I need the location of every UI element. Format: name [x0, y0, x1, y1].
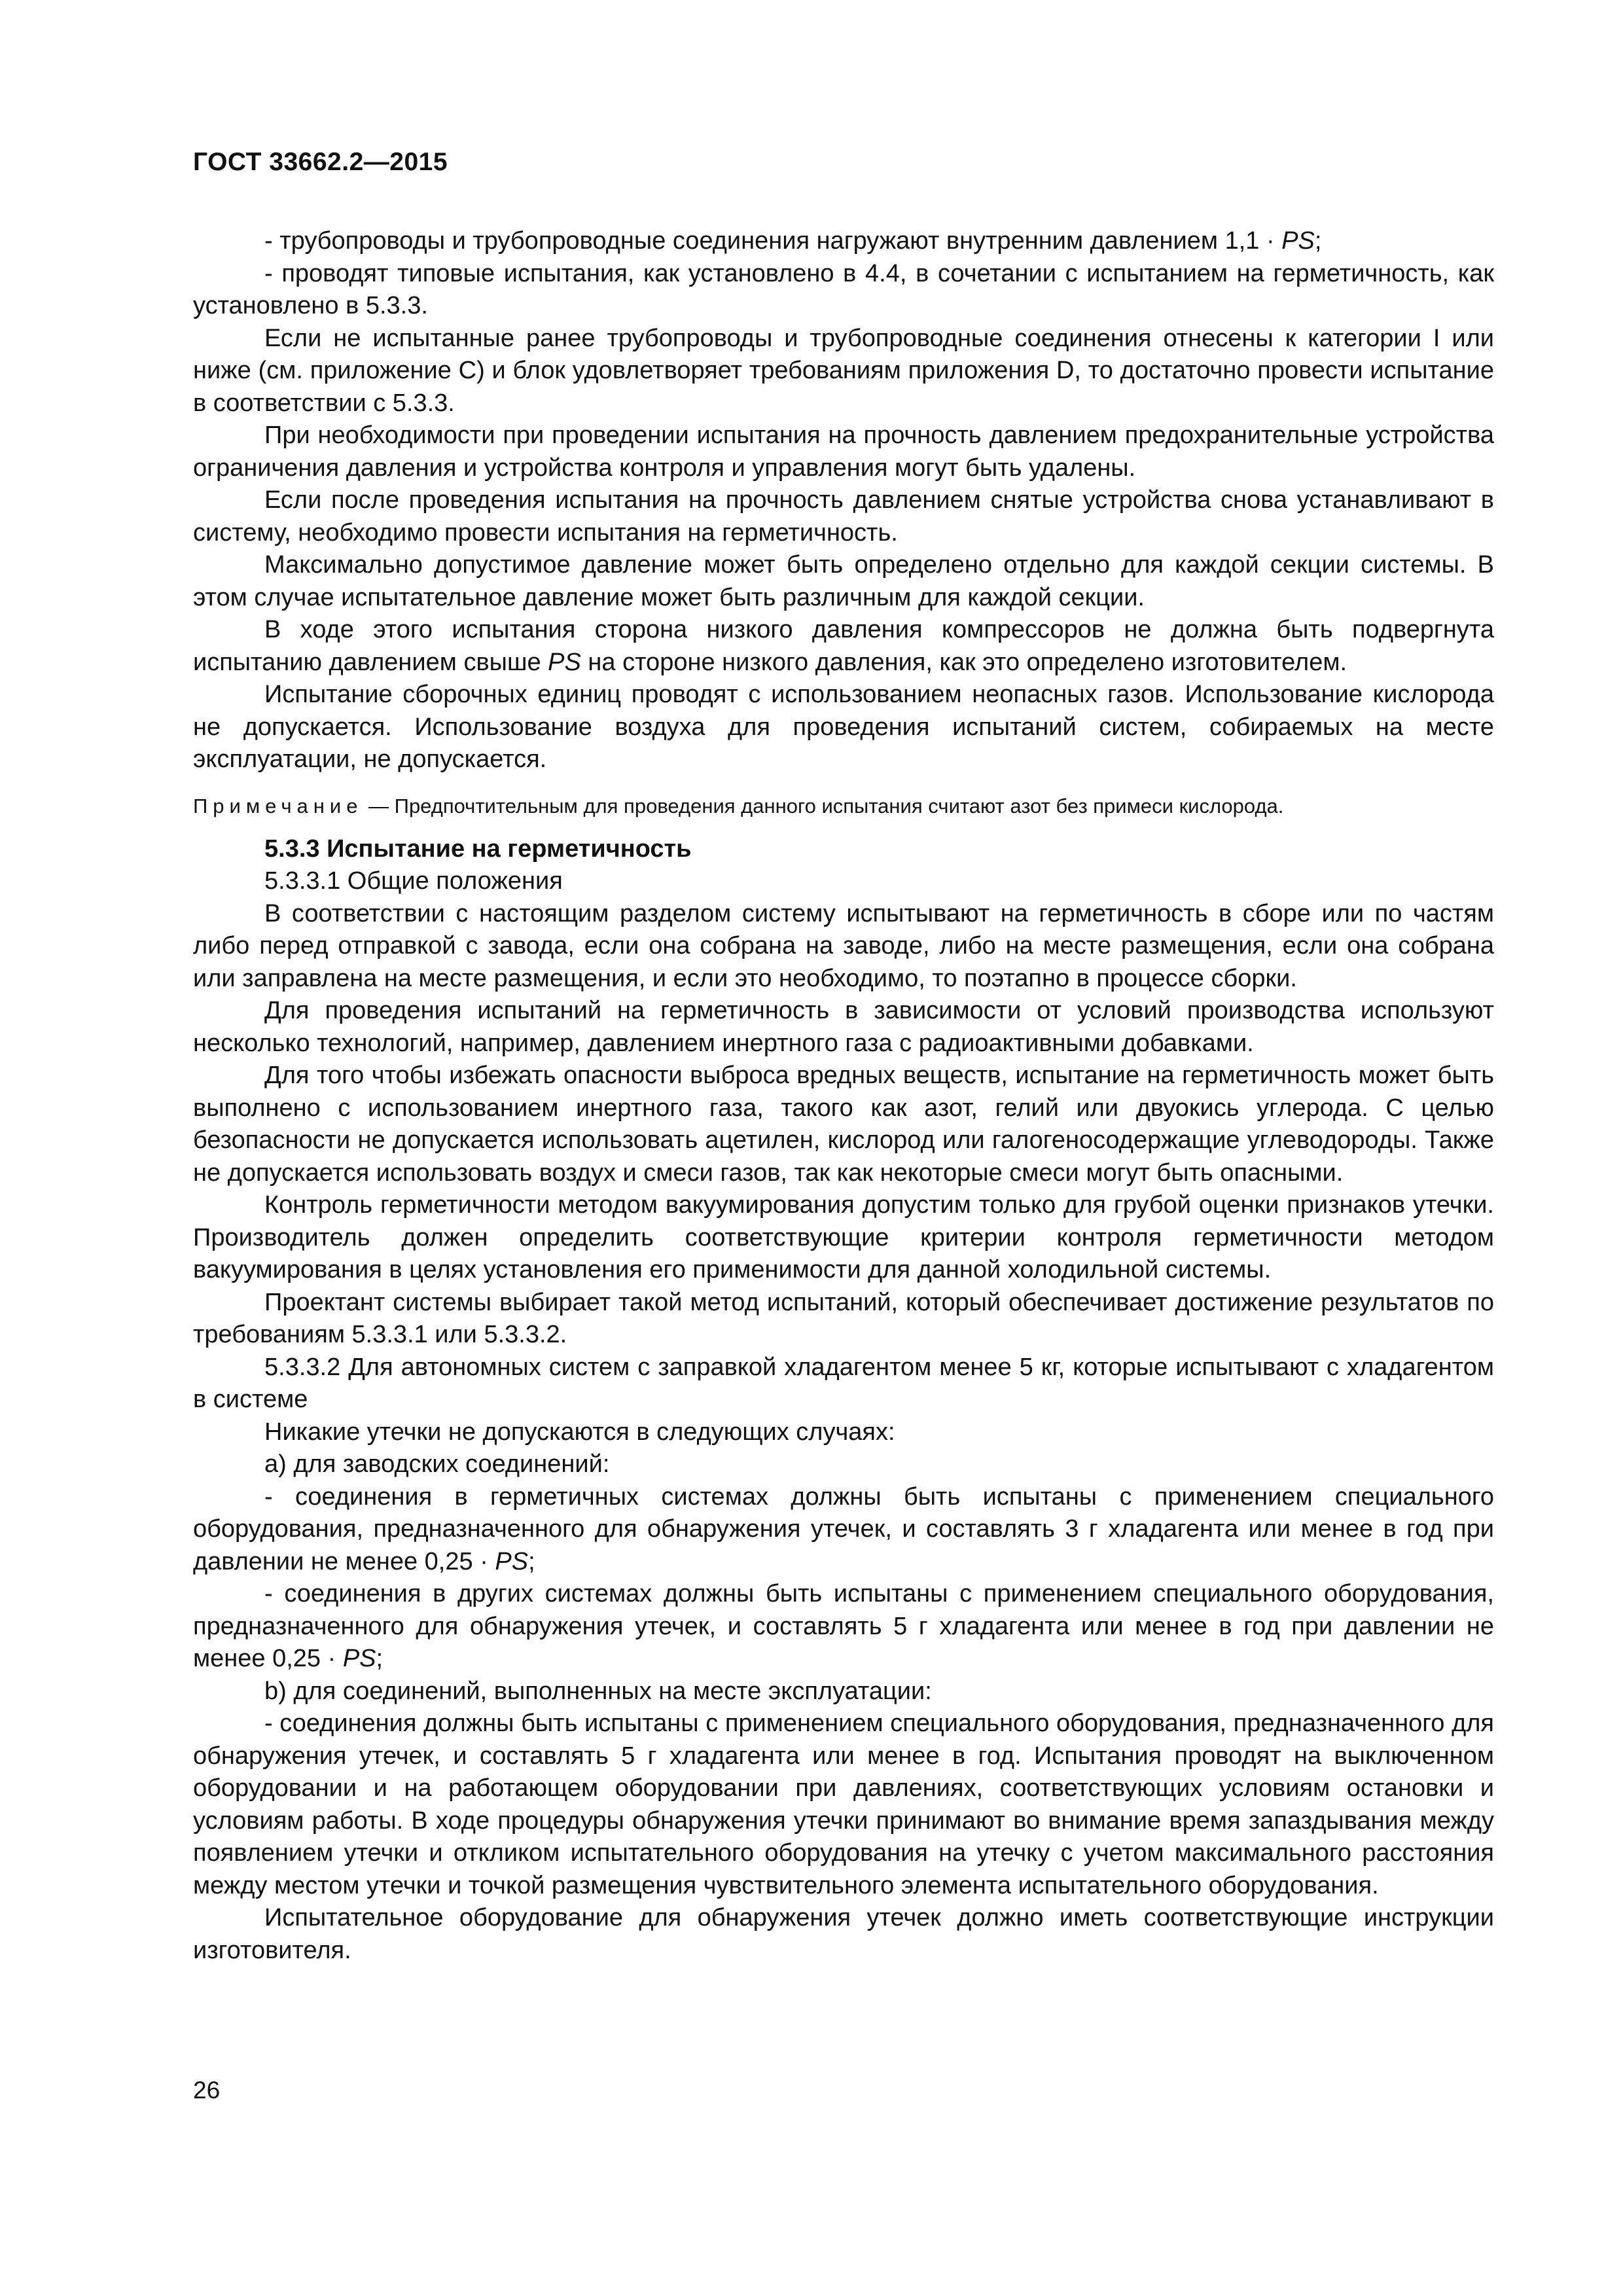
paragraph: Если после проведения испытания на прочность давлением снятые устройства снова устанавливают в систему, необходимо провести испытания на герметичность. — [193, 486, 1494, 547]
bullet-pipelines: - трубопроводы и трубопроводные соединения нагружают внутренним давлением 1,1 · PS; — [264, 227, 1322, 255]
paragraph: При необходимости при проведении испытания на прочность давлением предохранительные устройства ограничения давления и устройства контроля и управления могут быть удалены. — [193, 422, 1494, 482]
section-heading: 5.3.3 Испытание на герметичность — [264, 834, 692, 863]
paragraph: Испытательное оборудование для обнаружения утечек должно иметь соответствующие инструкции изготовителя. — [193, 1904, 1494, 1964]
paragraph: 5.3.3.2 Для автономных систем с заправкой хладагентом менее 5 кг, которые испытывают с хладагентом в системе — [193, 1353, 1494, 1413]
paragraph: Испытание сборочных единиц проводят с использованием неопасных газов. Использование кислорода не допускается. Использование воздуха для проведения испытаний систем, собираемых на месте эксплуатации, не допускается. — [193, 681, 1494, 773]
bullet-type-tests: - проводят типовые испытания, как установлено в 4.4, в сочетании с испытанием на герметичность, как установлено в 5.3.3. — [193, 259, 1494, 319]
paragraph: Контроль герметичности методом вакуумирования допустим только для грубой оценки признаков утечки. Производитель должен определить соответствующие критерии контроля герметичности методом вакуумирования в целях установления его применимости для данной холодильной системы. — [193, 1191, 1494, 1283]
paragraph: Максимально допустимое давление может быть определено отдельно для каждой секции системы. В этом случае испытательное давление может быть различным для каждой секции. — [193, 551, 1494, 611]
paragraph: Если не испытанные ранее трубопроводы и трубопроводные соединения отнесены к категории I или ниже (см. приложение С) и блок удовлетворяет требованиям приложения D, то достаточно провести испытание в соответствии с 5.3.3. — [193, 324, 1494, 417]
paragraph: В ходе этого испытания сторона низкого давления компрессоров не должна быть подвергнута испытанию давлением свыше PS на стороне низкого давления, как это определено изготовителем. — [193, 616, 1494, 676]
page-number: 26 — [193, 2077, 221, 2104]
subsection-title: 5.3.3.1 Общие положения — [264, 867, 563, 895]
document-code-header: ГОСТ 33662.2—2015 — [193, 148, 448, 176]
list-item-b: b) для соединений, выполненных на месте эксплуатации: — [264, 1677, 932, 1705]
paragraph: Никакие утечки не допускаются в следующих случаях: — [264, 1418, 895, 1446]
dash-item: - соединения в герметичных системах должны быть испытаны с применением специального оборудования, предназначенного для обнаружения утечек, и составлять 3 г хладагента или менее в год при давлении не менее 0,25 · PS; — [193, 1482, 1494, 1575]
dash-item: - соединения в других системах должны быть испытаны с применением специального оборудования, предназначенного для обнаружения утечек, и составлять 5 г хладагента или менее в год при давлении не менее 0,25 · PS; — [193, 1580, 1494, 1672]
paragraph: Для того чтобы избежать опасности выброса вредных веществ, испытание на герметичность может быть выполнено с использованием инертного газа, такого как азот, гелий или двуокись углерода. С целью безопасности не допускается использовать ацетилен, кислород или галогеносодержащие углеводороды. Также не допускается использовать воздух и смеси газов, так как некоторые смеси могут быть опасными. — [193, 1062, 1494, 1187]
paragraph: Для проведения испытаний на герметичность в зависимости от условий производства используют несколько технологий, например, давлением инертного газа с радиоактивными добавками. — [193, 997, 1494, 1057]
note-text: — Предпочтительным для проведения данного испытания считают азот без примеси кислорода. — [363, 794, 1284, 817]
paragraph: В соответствии с настоящим разделом систему испытывают на герметичность в сборе или по частям либо перед отправкой с завода, если она собрана на заводе, либо на месте размещения, если она собрана или заправлена на месте размещения, и если это необходимо, то поэтапно в процессе сборки. — [193, 899, 1494, 992]
page-content — [193, 225, 1494, 1967]
dash-item: - соединения должны быть испытаны с применением специального оборудования, предназначенного для обнаружения утечек, и составлять 5 г хладагента или менее в год. Испытания проводят на выключенном оборудовании и на работающем оборудовании при давлениях, соответствующих условиям остановки и условиям работы. В ходе процедуры обнаружения утечки принимают во внимание время запаздывания между появлением утечки и откликом испытательного оборудования на утечку с учетом максимального расстояния между местом утечки и точкой размещения чувствительного элемента испытательного оборудования. — [193, 1710, 1494, 1899]
paragraph: Проектант системы выбирает такой метод испытаний, который обеспечивает достижение результатов по требованиям 5.3.3.1 или 5.3.3.2. — [193, 1288, 1494, 1348]
note — [193, 793, 1494, 820]
note-label: Примечание — [193, 794, 363, 817]
list-item-a: а) для заводских соединений: — [264, 1450, 610, 1478]
